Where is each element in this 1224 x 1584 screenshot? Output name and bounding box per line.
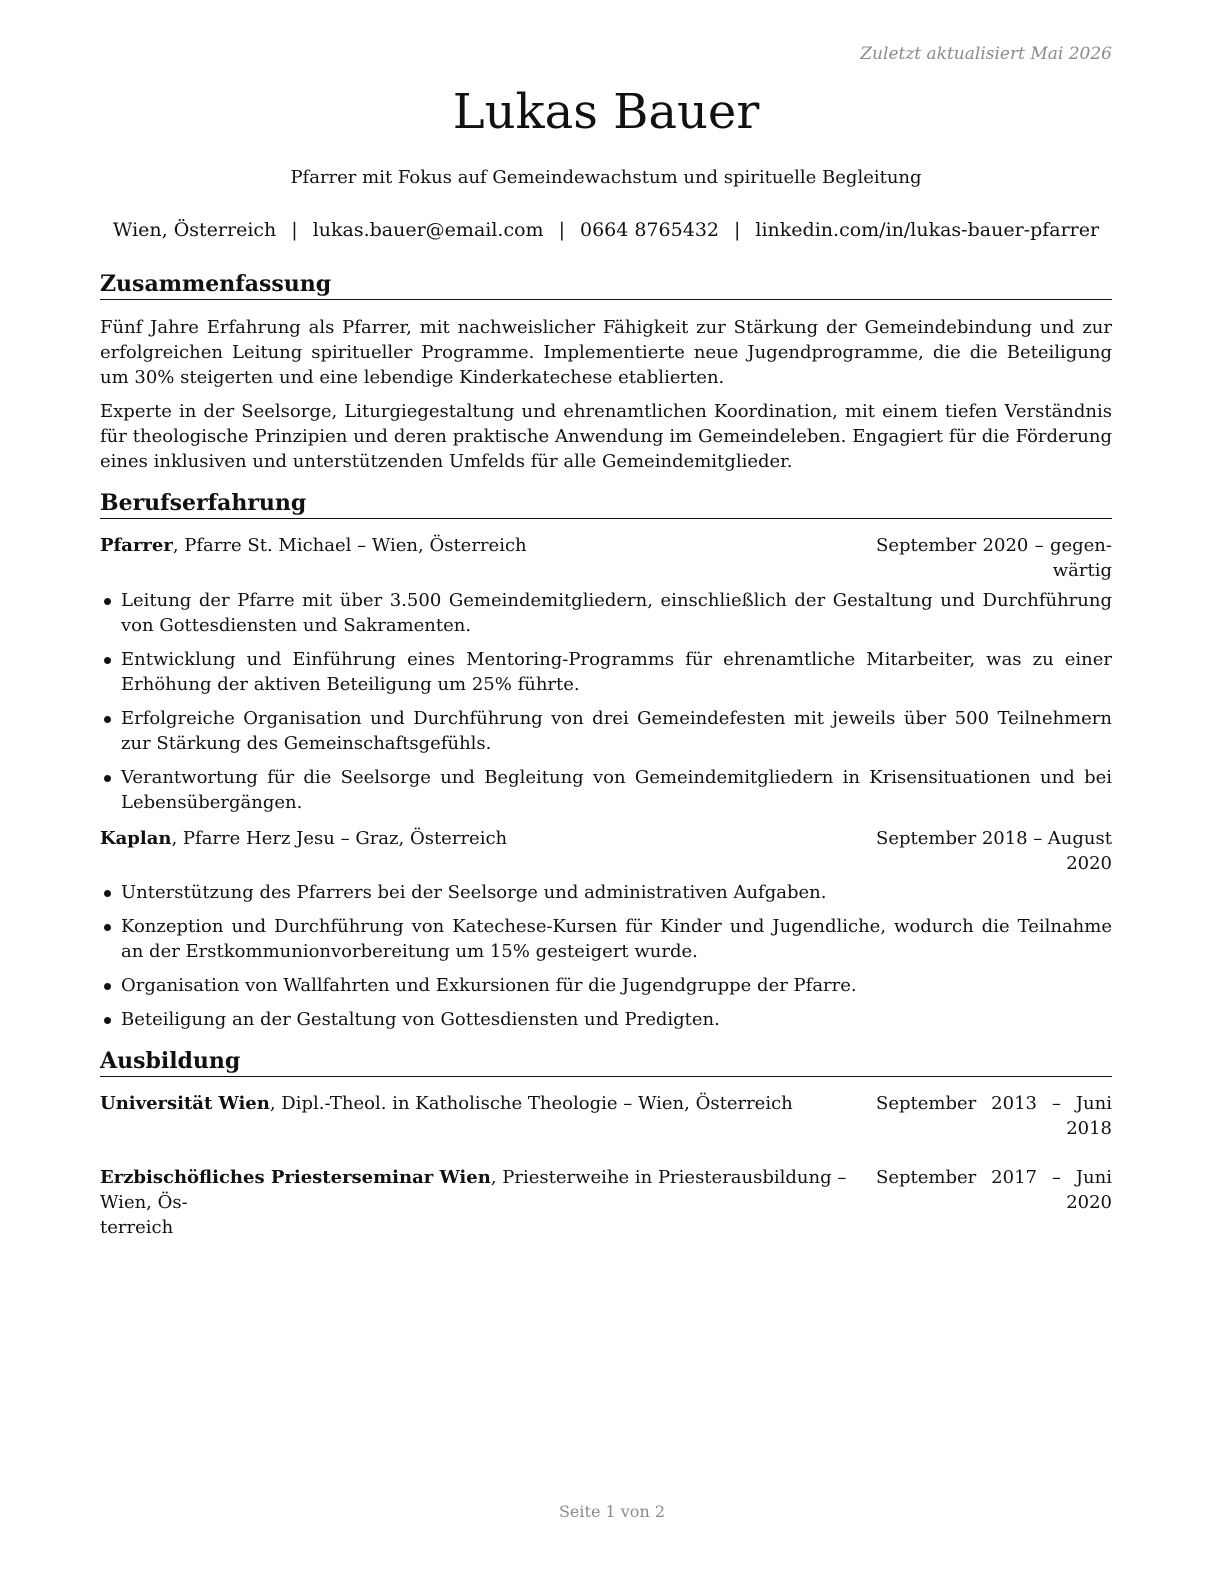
summary-paragraph: Experte in der Seelsorge, Liturgiegestaltung und ehrenamtlichen Koordination, mit einem tiefen Verständnis für theologische Prinzipien und deren praktische Anwendung im Gemeindeleben. Engagiert für die Förderung eines inklusiven und unterstützenden Umfelds für alle Gemeindemitglieder. (100, 401, 1112, 472)
contact-email-link[interactable]: lukas.bauer@email.com (312, 219, 544, 241)
section-title-education: Ausbildung (100, 1047, 1112, 1077)
job-title-line (100, 533, 870, 558)
education-date (876, 1091, 1112, 1141)
date-month: September (876, 1167, 977, 1188)
job-role: Pfarrer (100, 535, 173, 556)
education-institution: Universität Wien (100, 1093, 270, 1114)
contact-separator: | (734, 219, 741, 241)
date-dash: – (1051, 1093, 1061, 1114)
contact-line (100, 219, 1112, 241)
date-month: September (876, 828, 977, 849)
date-year: 2020 (982, 535, 1029, 556)
contact-location: Wien, Österreich (112, 219, 277, 241)
job-organization: , Pfarre St. Michael – Wien, Österreich (172, 535, 527, 556)
education-entry (100, 1091, 1112, 1141)
job-date (876, 826, 1112, 876)
education-detail: , Priesterweihe in Priesterausbildung – Wien, Ös- (100, 1167, 847, 1213)
date-dash: – (1051, 1167, 1061, 1188)
last-updated-note: Zuletzt aktualisiert Mai 2026 (860, 44, 1112, 64)
date-end-continued: 2018 (1066, 1118, 1112, 1139)
headline-tagline: Pfarrer mit Fokus auf Gemeindewachstum und spirituelle Begleitung (290, 167, 922, 188)
contact-separator: | (291, 219, 298, 241)
date-end: gegen- (1049, 535, 1112, 556)
list-item: Beteiligung an der Gestaltung von Gottesdiensten und Predigten. (100, 1007, 1112, 1032)
contact-phone: 0664 8765432 (579, 219, 719, 241)
job-role: Kaplan (100, 828, 172, 849)
date-month: September (876, 1093, 977, 1114)
list-item: Konzeption und Durchführung von Katechese-Kursen für Kinder und Jugendliche, wodurch die Teilnahme an der Erstkommunionvorbereitung um 15% gesteigert wurde. (100, 914, 1112, 964)
job-bullet-list (100, 588, 1112, 824)
education-date (876, 1165, 1112, 1215)
list-item: Organisation von Wallfahrten und Exkursionen für die Jugendgruppe der Pfarre. (100, 973, 1112, 998)
date-year: 2017 (991, 1167, 1037, 1188)
job-entry-header (100, 533, 1112, 583)
education-detail-continued: terreich (100, 1217, 174, 1238)
list-item: Entwicklung und Einführung eines Mentoring-Programms für ehrenamtliche Mitarbeiter, was zu einer Erhöhung der aktiven Beteiligung um 25% führte. (100, 647, 1112, 697)
list-item: Erfolgreiche Organisation und Durchführung von drei Gemeindefesten mit jeweils über 500 Teilnehmern zur Stärkung des Gemeinschaftsgefühls. (100, 706, 1112, 756)
education-entry (100, 1165, 1112, 1238)
education-title-line (100, 1091, 870, 1116)
page-number: Seite 1 von 2 (558, 1502, 666, 1521)
date-end: Juni (1075, 1167, 1112, 1188)
list-item: Verantwortung für die Seelsorge und Begleitung von Gemeindemitgliedern in Krisensituationen und bei Lebensübergängen. (100, 765, 1112, 815)
job-bullet-list (100, 880, 1112, 1041)
date-end-continued: 2020 (1066, 853, 1112, 874)
job-date (876, 533, 1112, 583)
list-item: Unterstützung des Pfarrers bei der Seelsorge und administrativen Aufgaben. (100, 880, 1112, 905)
summary-paragraph: Fünf Jahre Erfahrung als Pfarrer, mit nachweislicher Fähigkeit zur Stärkung der Gemeindebindung und zur erfolgreichen Leitung spiritueller Programme. Implementierte neue Jugendprogramme, die die Beteiligung um 30% steigerten und eine lebendige Kinderkatechese etablierten. (100, 317, 1112, 388)
section-title-experience: Berufserfahrung (100, 489, 1112, 519)
date-dash: – (1034, 535, 1044, 556)
job-organization: , Pfarre Herz Jesu – Graz, Österreich (171, 828, 508, 849)
education-detail: , Dipl.-Theol. in Katholische Theologie – Wien, Österreich (269, 1093, 793, 1114)
contact-separator: | (558, 219, 565, 241)
date-end: August (1047, 828, 1112, 849)
date-end: Juni (1075, 1093, 1112, 1114)
date-month: September (876, 535, 977, 556)
education-title-line (100, 1165, 870, 1240)
job-entry-header (100, 826, 1112, 876)
date-dash: – (1033, 828, 1043, 849)
date-year: 2018 (981, 828, 1028, 849)
education-institution: Erzbischöfliches Priesterseminar Wien (100, 1167, 491, 1188)
section-title-summary: Zusammenfassung (100, 270, 1112, 300)
candidate-name: Lukas Bauer (452, 84, 760, 140)
job-title-line (100, 826, 870, 851)
date-end-continued: 2020 (1066, 1192, 1112, 1213)
contact-linkedin-link[interactable]: linkedin.com/in/lukas-bauer-pfarrer (755, 219, 1100, 241)
date-year: 2013 (991, 1093, 1037, 1114)
date-end-continued: wärtig (1052, 560, 1112, 581)
list-item: Leitung der Pfarre mit über 3.500 Gemeindemitgliedern, einschließlich der Gestaltung und Durchführung von Gottesdiensten und Sakramenten. (100, 588, 1112, 638)
